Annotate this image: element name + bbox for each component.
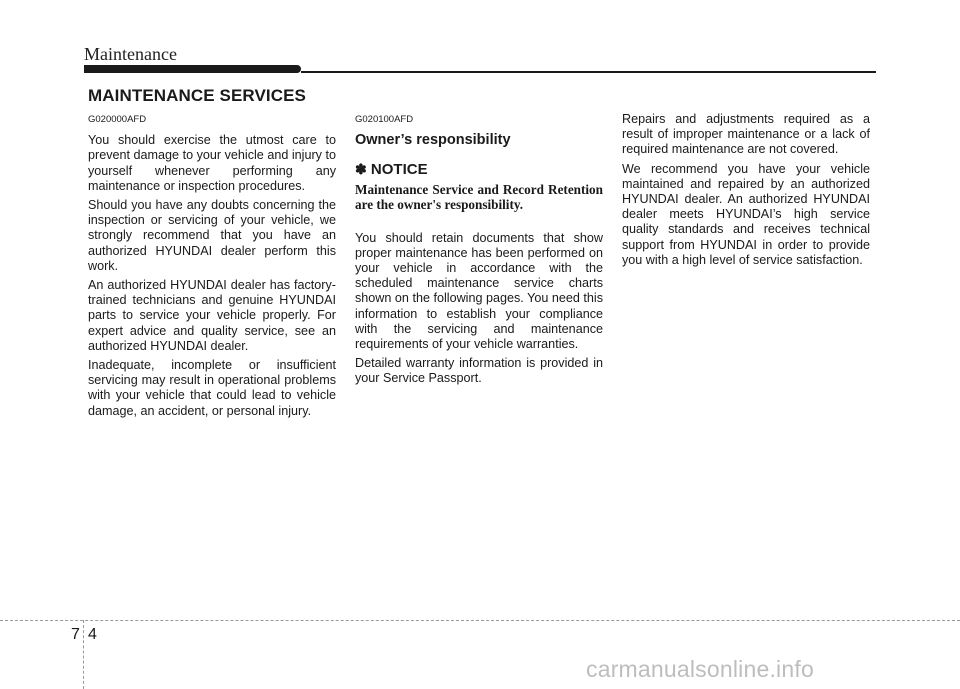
footer-divider bbox=[83, 620, 84, 689]
header-title: Maintenance bbox=[84, 44, 177, 64]
column-3 bbox=[622, 112, 870, 272]
paragraph: Should you have any doubts concerning the inspection or servicing of your vehicle, we strongly recommend that you have an authorized HYUNDAI dealer perform this work. bbox=[88, 198, 336, 273]
paragraph: An authorized HYUNDAI dealer has factory-trained technicians and genuine HYUNDAI parts to service your vehicle properly. For expert advice and quality service, see an authorized HYUNDAI dealer. bbox=[88, 278, 336, 353]
sub-heading: Owner’s responsibility bbox=[355, 132, 511, 149]
paragraph: You should exercise the utmost care to prevent damage to your vehicle and injury to yourself whenever performing any maintenance or inspection procedures. bbox=[88, 133, 336, 193]
header-bar bbox=[84, 65, 301, 73]
page-number: 4 bbox=[88, 626, 97, 643]
paragraph: We recommend you have your vehicle maintained and repaired by an authorized HYUNDAI dealer. An authorized HYUNDAI dealer meets HYUNDAI’s high service quality standards and receives technical support from HYUNDAI in order to provide you with a high level of service satisfaction. bbox=[622, 161, 870, 267]
doc-code: G020100AFD bbox=[355, 114, 414, 125]
section-title: MAINTENANCE SERVICES bbox=[88, 86, 306, 105]
paragraph: Inadequate, incomplete or insufficient servicing may result in operational problems with your vehicle that could lead to vehicle damage, an accident, or personal injury. bbox=[88, 358, 336, 418]
doc-code: G020000AFD bbox=[88, 114, 147, 125]
column-2 bbox=[355, 112, 603, 391]
page-chapter: 7 bbox=[71, 626, 80, 643]
header-rule bbox=[301, 71, 876, 73]
column-1 bbox=[88, 112, 336, 423]
notice-star-icon: ✽ bbox=[355, 161, 367, 178]
paragraph: Repairs and adjustments required as a result of improper maintenance or a lack of required maintenance are not covered. bbox=[622, 112, 870, 157]
paragraph: Detailed warranty information is provided in your Service Passport. bbox=[355, 356, 603, 386]
notice-text: Maintenance Service and Record Retention are the owner's responsibility. bbox=[355, 181, 603, 213]
notice-heading bbox=[355, 162, 603, 177]
notice-label: NOTICE bbox=[370, 161, 428, 179]
watermark: carmanualsonline.info bbox=[586, 656, 814, 682]
footer-rule bbox=[0, 620, 960, 621]
paragraph: You should retain documents that show proper maintenance has been performed on your vehicle in accordance with the scheduled maintenance service charts shown on the following pages. You need this information to establish your compliance with the servicing and maintenance requirements of your vehicle warranties. bbox=[355, 230, 603, 352]
